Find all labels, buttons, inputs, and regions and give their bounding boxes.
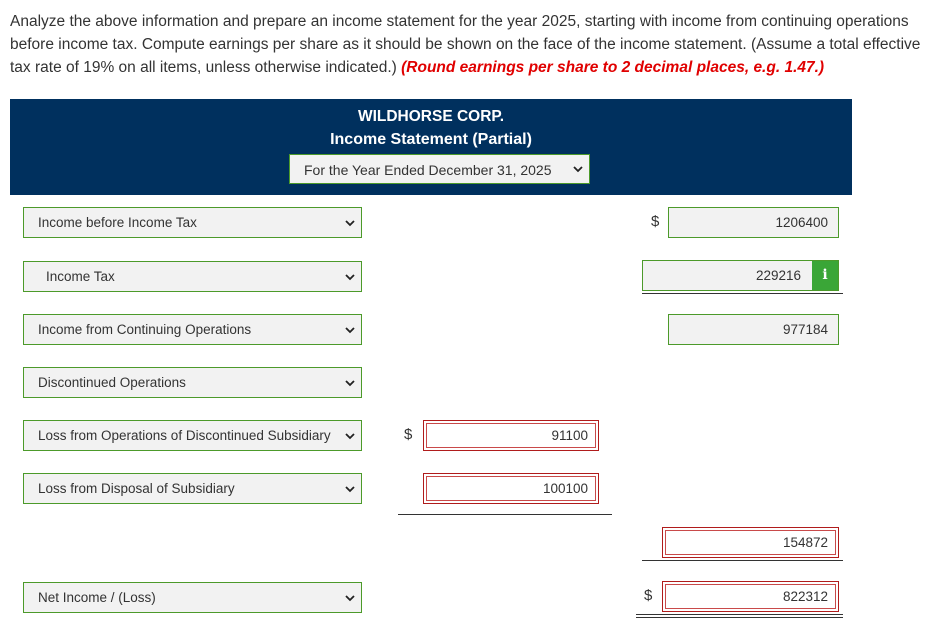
chevron-down-icon — [345, 218, 355, 228]
double-underline-top — [636, 614, 843, 615]
info-icon[interactable]: i — [812, 261, 838, 290]
loss-disposal-select[interactable] — [23, 473, 362, 504]
chevron-down-icon — [345, 272, 355, 282]
net-income-label: Net Income / (Loss) — [38, 590, 156, 605]
discontinued-total-input[interactable] — [662, 527, 839, 558]
net-income-value: 822312 — [782, 589, 828, 604]
loss-disposal-value: 100100 — [542, 481, 588, 496]
loss-disposal-label: Loss from Disposal of Subsidiary — [38, 481, 235, 496]
loss-ops-disc-value: 91100 — [551, 428, 588, 443]
statement-header — [10, 99, 852, 195]
net-income-input[interactable] — [662, 581, 839, 612]
income-before-tax-select[interactable] — [23, 207, 362, 238]
double-underline-bottom — [636, 617, 843, 618]
income-tax-value: 229216 — [755, 268, 801, 283]
net-income-select[interactable] — [23, 582, 362, 613]
instructions — [10, 10, 935, 79]
continuing-ops-value: 977184 — [782, 322, 828, 337]
discontinued-total-value: 154872 — [782, 535, 828, 550]
loss-ops-disc-label: Loss from Operations of Discontinued Subsidiary — [38, 428, 331, 443]
loss-ops-disc-select[interactable] — [23, 420, 362, 451]
statement-title: Income Statement (Partial) — [330, 131, 532, 148]
discontinued-ops-select[interactable] — [23, 367, 362, 398]
period-select[interactable] — [289, 154, 590, 184]
chevron-down-icon — [345, 431, 355, 441]
continuing-ops-label: Income from Continuing Operations — [38, 322, 252, 337]
subtotal-underline — [642, 293, 843, 294]
dollar-sign: $ — [644, 587, 653, 604]
dollar-sign: $ — [651, 213, 660, 230]
income-tax-input[interactable] — [642, 260, 839, 291]
instructions-text: Analyze the above information and prepare an income statement for the year 2025, starting with income from continuing operations before income tax. Compute earnings per share as it should be shown on the face of the income statement. (Assume a total effective tax rate of 19% on all items, unless otherwise indicated.) — [10, 13, 921, 76]
subtotal-underline — [398, 514, 612, 515]
subtotal-underline — [642, 560, 843, 561]
income-tax-label: Income Tax — [46, 269, 115, 284]
income-before-tax-label: Income before Income Tax — [38, 215, 197, 230]
chevron-down-icon — [345, 325, 355, 335]
period-select-value: For the Year Ended December 31, 2025 — [304, 162, 552, 178]
chevron-down-icon — [345, 593, 355, 603]
income-tax-select[interactable] — [23, 261, 362, 292]
loss-ops-disc-input[interactable] — [423, 420, 599, 451]
loss-disposal-input[interactable] — [423, 473, 599, 504]
chevron-down-icon — [345, 484, 355, 494]
continuing-ops-input[interactable] — [668, 314, 839, 345]
company-name: WILDHORSE CORP. — [357, 108, 505, 125]
dollar-sign: $ — [404, 426, 413, 443]
chevron-down-icon — [345, 378, 355, 388]
chevron-down-icon — [573, 164, 583, 174]
continuing-ops-select[interactable] — [23, 314, 362, 345]
income-before-tax-value: 1206400 — [775, 215, 828, 230]
income-before-tax-input[interactable] — [668, 207, 839, 238]
discontinued-ops-label: Discontinued Operations — [38, 375, 186, 390]
rounding-note: (Round earnings per share to 2 decimal places, e.g. 1.47.) — [401, 59, 825, 76]
